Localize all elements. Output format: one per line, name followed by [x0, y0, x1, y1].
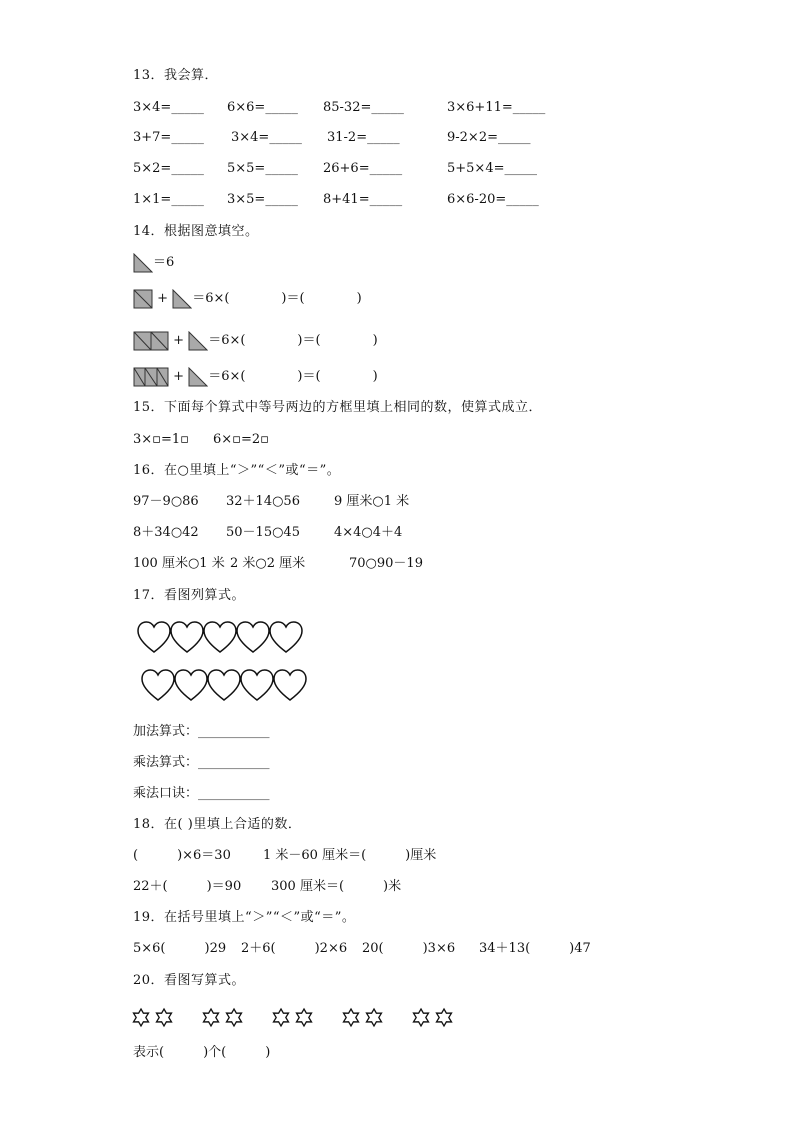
q15-item: 3×▫=1▫: [133, 432, 189, 447]
heart-icon: [175, 670, 207, 700]
q13-item: 5+5×4=_____: [447, 161, 537, 176]
q18-item: 22＋( )＝90: [133, 879, 242, 894]
triangle-icon: [188, 331, 208, 351]
q17-title: 17．看图列算式。: [133, 588, 246, 603]
q17-addition: 加法算式：___________: [133, 724, 270, 739]
q13-item: 26+6=_____: [323, 161, 403, 176]
heart-row-1: [138, 622, 302, 652]
plus-sign: +: [173, 369, 185, 384]
three-squares-icon: [133, 367, 169, 387]
q16-item: 2 米○2 厘米: [230, 556, 306, 571]
q13-item: 9-2×2=_____: [447, 130, 531, 145]
heart-row-2: [142, 670, 306, 700]
heart-icon: [274, 670, 306, 700]
q14-expr: ＝6×( )＝( ): [192, 291, 362, 306]
star-icon: [344, 1009, 359, 1026]
q13-item: 3×5=_____: [227, 192, 298, 207]
q20-answer: 表示( )个( ): [133, 1045, 271, 1060]
q14-row-1: [133, 289, 362, 309]
q19-item: 5×6( )29: [133, 941, 227, 956]
q13-item: 3×4=_____: [231, 130, 302, 145]
q19-item: 34＋13( )47: [479, 941, 591, 956]
q14-given: [133, 253, 174, 273]
star-icon: [204, 1009, 219, 1026]
q13-item: 6×6=_____: [227, 100, 298, 115]
q13-item: 5×5=_____: [227, 161, 298, 176]
stars-figure: [132, 1007, 462, 1029]
q19-title: 19．在括号里填上“＞”“＜”或“＝”。: [133, 910, 356, 925]
q19-item: 2＋6( )2×6: [241, 941, 348, 956]
star-icon: [227, 1009, 242, 1026]
triangle-icon: [172, 289, 192, 309]
two-squares-icon: [133, 331, 169, 351]
square-icon: [133, 289, 153, 309]
q15-item: 6×▫=2▫: [213, 432, 269, 447]
star-icon: [367, 1009, 382, 1026]
q16-item: 70○90－19: [349, 556, 423, 571]
heart-icon: [138, 622, 170, 652]
q13-item: 3+7=_____: [133, 130, 204, 145]
q13-item: 5×2=_____: [133, 161, 204, 176]
q18-title: 18．在( )里填上合适的数．: [133, 817, 302, 832]
triangle-icon: [188, 367, 208, 387]
q14-row-3: [133, 367, 378, 387]
q16-item: 4×4○4＋4: [334, 525, 403, 540]
heart-icon: [142, 670, 174, 700]
q16-item: 97－9○86: [133, 494, 199, 509]
plus-sign: +: [157, 291, 169, 306]
q19-item: 20( )3×6: [362, 941, 456, 956]
heart-icon: [270, 622, 302, 652]
star-icon: [437, 1009, 452, 1026]
hearts-figure: [137, 619, 307, 705]
q13-item: 3×6+11=_____: [447, 100, 546, 115]
q14-expr: ＝6×( )＝( ): [208, 369, 378, 384]
plus-sign: +: [173, 333, 185, 348]
q16-title: 16．在○里填上“＞”“＜”或“＝”。: [133, 463, 341, 478]
q17-multiplication-rhyme: 乘法口诀：___________: [133, 786, 270, 801]
q13-item: 3×4=_____: [133, 100, 204, 115]
q16-item: 50－15○45: [226, 525, 300, 540]
q18-item: ( )×6＝30: [133, 848, 231, 863]
heart-icon: [204, 622, 236, 652]
q14-title: 14．根据图意填空。: [133, 224, 259, 239]
q13-item: 8+41=_____: [323, 192, 403, 207]
q16-item: 32＋14○56: [226, 494, 300, 509]
q18-item: 1 米－60 厘米＝( )厘米: [263, 848, 437, 863]
q13-item: 6×6-20=_____: [447, 192, 539, 207]
q13-item: 85-32=_____: [323, 100, 404, 115]
heart-icon: [208, 670, 240, 700]
q13-item: 1×1=_____: [133, 192, 204, 207]
q14-given-text: ＝6: [153, 255, 175, 270]
q16-item: 8＋34○42: [133, 525, 199, 540]
q14-row-2: [133, 331, 378, 351]
star-icon: [297, 1009, 312, 1026]
q17-multiplication: 乘法算式：___________: [133, 755, 270, 770]
q15-title: 15．下面每个算式中等号两边的方框里填上相同的数，使算式成立．: [133, 400, 543, 415]
star-icon: [157, 1009, 172, 1026]
heart-icon: [241, 670, 273, 700]
q13-item: 31-2=_____: [327, 130, 400, 145]
q18-item: 300 厘米＝( )米: [271, 879, 402, 894]
heart-icon: [171, 622, 203, 652]
q20-title: 20．看图写算式。: [133, 973, 246, 988]
triangle-icon: [133, 253, 153, 273]
heart-icon: [237, 622, 269, 652]
q16-item: 9 厘米○1 米: [334, 494, 410, 509]
star-icon: [414, 1009, 429, 1026]
q13-title: 13．我会算．: [133, 68, 219, 83]
q16-item: 100 厘米○1 米: [133, 556, 225, 571]
star-icon: [274, 1009, 289, 1026]
star-icon: [134, 1009, 149, 1026]
q14-expr: ＝6×( )＝( ): [208, 333, 378, 348]
